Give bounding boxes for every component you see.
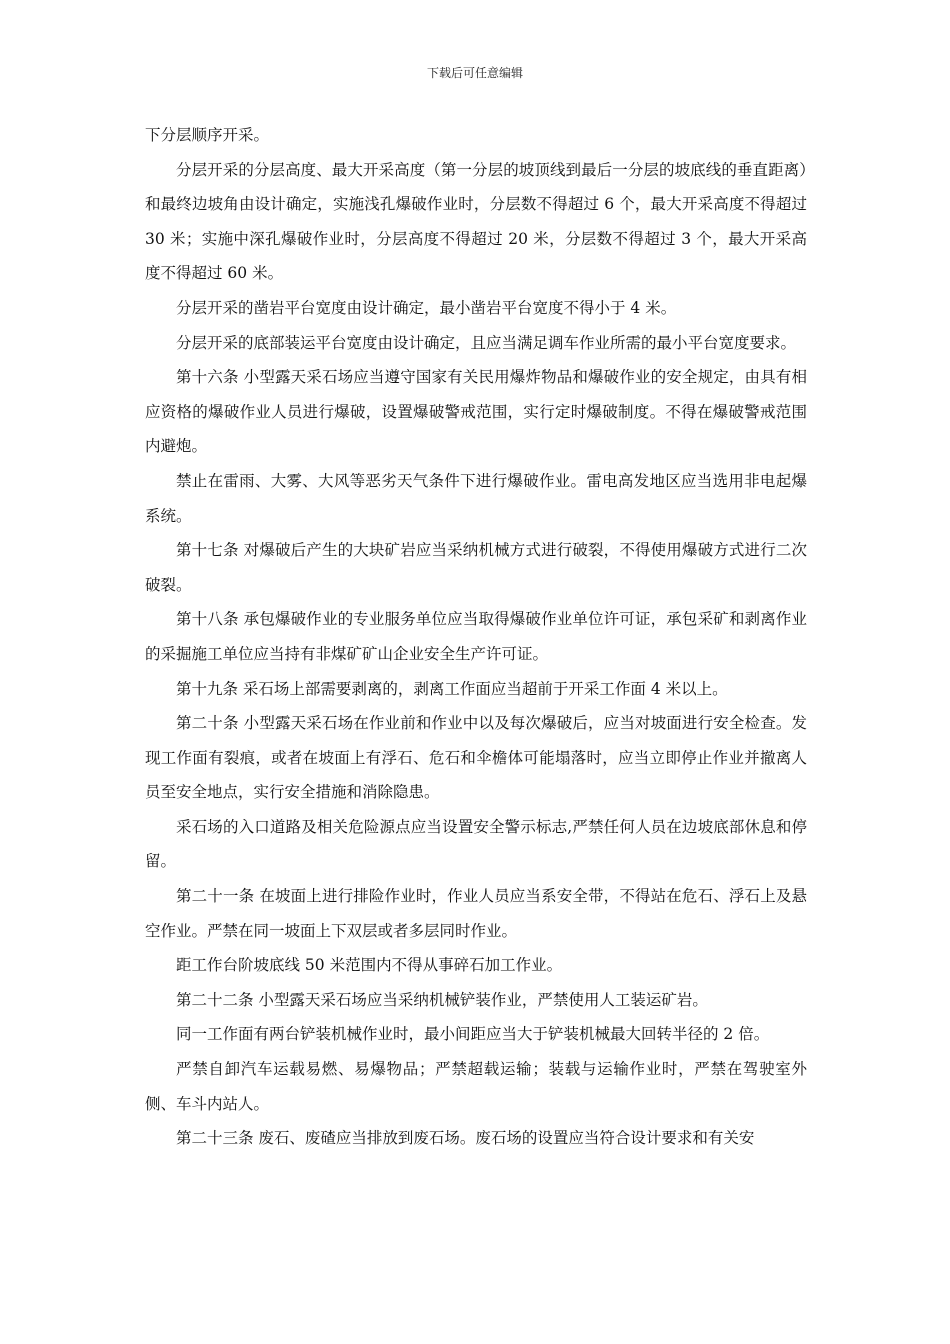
- paragraph-13: 距工作台阶坡底线 50 米范围内不得从事碎石加工作业。: [176, 956, 563, 975]
- paragraph-15: 同一工作面有两台铲装机械作业时，最小间距应当大于铲装机械最大回转半径的 2 倍。: [176, 1025, 770, 1044]
- paragraph-16: 严禁自卸汽车运载易燃、易爆物品；严禁超载运输；装载与运输作业时，严禁在驾驶室外侧、车斗内站人。: [145, 1060, 807, 1113]
- paragraph-article-16: 第十六条 小型露天采石场应当遵守国家有关民用爆炸物品和爆破作业的安全规定，由具有相应资格的爆破作业人员进行爆破，设置爆破警戒范围，实行定时爆破制度。不得在爆破警戒范围内避炮。: [145, 368, 807, 456]
- paragraph-3: 分层开采的凿岩平台宽度由设计确定，最小凿岩平台宽度不得小于 4 米。: [176, 298, 677, 317]
- paragraph-1: 下分层顺序开采。: [145, 126, 270, 144]
- paragraph-4: 分层开采的底部装运平台宽度由设计确定，且应当满足调车作业所需的最小平台宽度要求。: [176, 333, 797, 352]
- paragraph-article-20: 第二十条 小型露天采石场在作业前和作业中以及每次爆破后，应当对坡面进行安全检查。发现工作面有裂痕，或者在坡面上有浮石、危石和伞檐体可能塌落时，应当立即停止作业并撤离人员至安全地点，实行安全措施和消除隐患。: [145, 714, 807, 802]
- paragraph-article-17: 第十七条 对爆破后产生的大块矿岩应当采纳机械方式进行破裂，不得使用爆破方式进行二次破裂。: [145, 541, 807, 594]
- paragraph-article-19: 第十九条 采石场上部需要剥离的，剥离工作面应当超前于开采工作面 4 米以上。: [176, 679, 728, 698]
- page-header: 下载后可任意编辑: [426, 66, 523, 80]
- paragraph-article-18: 第十八条 承包爆破作业的专业服务单位应当取得爆破作业单位许可证，承包采矿和剥离作业的采掘施工单位应当持有非煤矿矿山企业安全生产许可证。: [145, 610, 807, 663]
- paragraph-6: 禁止在雷雨、大雾、大风等恶劣天气条件下进行爆破作业。雷电高发地区应当选用非电起爆系统。: [145, 471, 807, 525]
- document-body: [145, 118, 807, 1156]
- paragraph-article-22: 第二十二条 小型露天采石场应当采纳机械铲装作业，严禁使用人工装运矿岩。: [176, 990, 708, 1009]
- paragraph-2: 分层开采的分层高度、最大开采高度（第一分层的坡顶线到最后一分层的坡底线的垂直距离）和最终边坡角由设计确定，实施浅孔爆破作业时，分层数不得超过 6 个，最大开采高度不得超过 30 米；实施中深孔爆破作业时，分层高度不得超过 20 米，分层数不得超过 3 个，最大开采高度不得超过 60 米。: [145, 160, 807, 283]
- paragraph-article-23: 第二十三条 废石、废碴应当排放到废石场。废石场的设置应当符合设计要求和有关安: [176, 1129, 755, 1148]
- paragraph-11: 采石场的入口道路及相关危险源点应当设置安全警示标志,严禁任何人员在边坡底部休息和停留。: [145, 817, 807, 871]
- paragraph-article-21: 第二十一条 在坡面上进行排险作业时，作业人员应当系安全带，不得站在危石、浮石上及悬空作业。严禁在同一坡面上下双层或者多层同时作业。: [145, 887, 807, 940]
